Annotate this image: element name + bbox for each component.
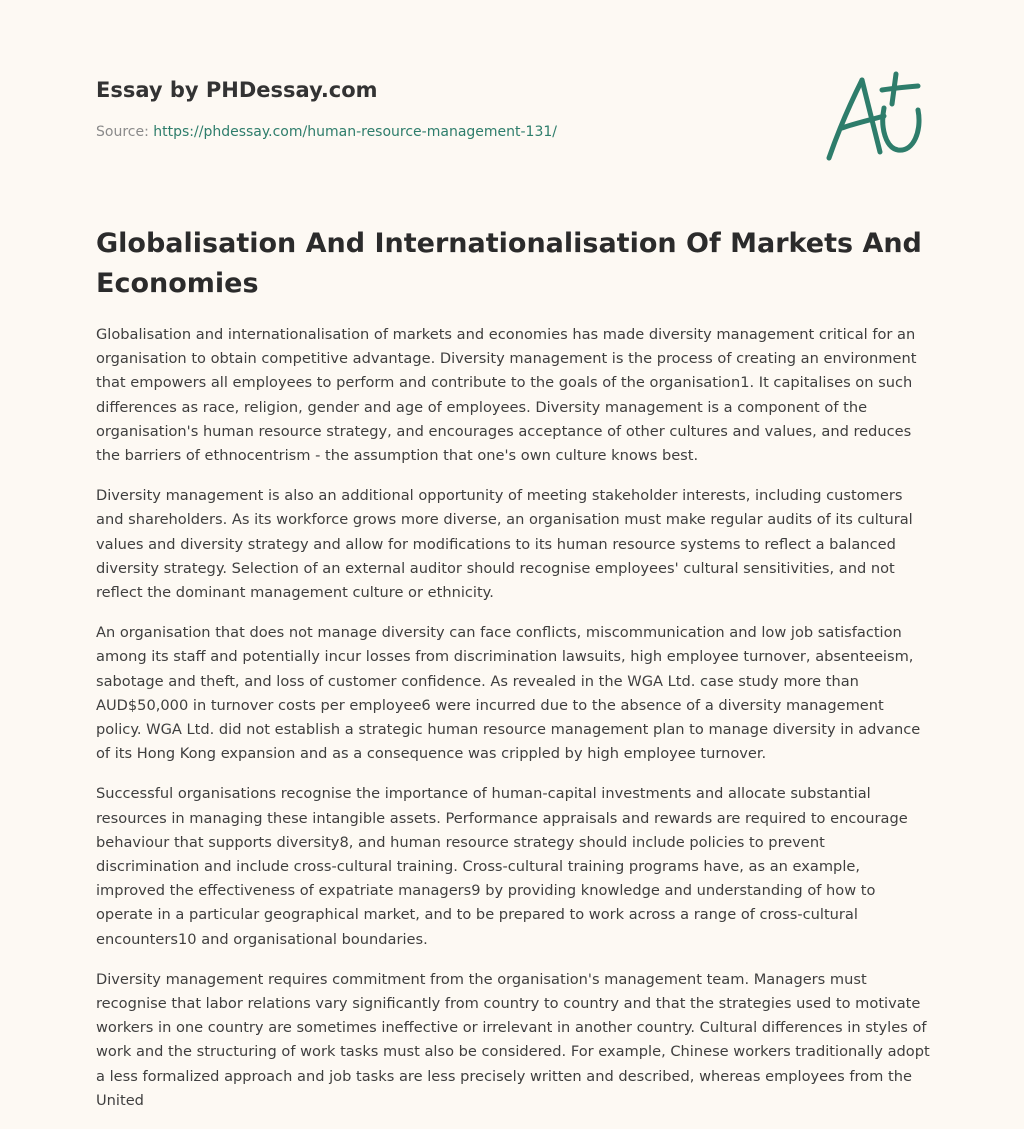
essay-paragraph: Diversity management is also an additional opportunity of meeting stakeholder interests, including customers and shareholders. As its workforce grows more diverse, an organisation must make regular audits of its cultural values and diversity strategy and allow for modifications to its human resource systems to reflect a balanced diversity strategy. Selection of an external auditor should recognise employees' cultural sensitivities, and not reflect the dominant management culture or ethnicity.	[96, 487, 913, 602]
essay-paragraph: Successful organisations recognise the importance of human-capital investments and allocate substantial resources in managing these intangible assets. Performance appraisals and rewards are required to encourage behaviour that supports diversity8, and human resource strategy should include policies to prevent discrimination and include cross-cultural training. Cross-cultural training programs have, as an example, improved the effectiveness of expatriate managers9 by providing knowledge and understanding of how to operate in a particular geographical market, and to be prepared to work across a range of cross-cultural encounters10 and organisational boundaries.	[96, 785, 908, 948]
source-label: Source:	[96, 124, 154, 140]
essay-title: Globalisation And Internationalisation Of Markets And Economies	[96, 228, 922, 299]
page-header	[96, 76, 796, 142]
essay-paragraph: Diversity management requires commitment from the organisation's management team. Managers must recognise that labor relations vary significantly from country to country and that the strategies used to motivate workers in one country are sometimes ineffective or irrelevant in another country. Cultural differences in styles of work and the structuring of work tasks must also be considered. For example, Chinese workers traditionally adopt a less formalized approach and job tasks are less precisely written and described, whereas employees from the United	[96, 970, 930, 1109]
source-line	[96, 122, 796, 142]
a-plus-logo-icon	[822, 68, 928, 164]
brand-title: Essay by PHDessay.com	[96, 78, 378, 102]
source-link[interactable]: https://phdessay.com/human-resource-management-131/	[153, 124, 557, 140]
essay-body	[96, 323, 932, 1129]
essay-paragraph: An organisation that does not manage diversity can face conflicts, miscommunication and low job satisfaction among its staff and potentially incur losses from discrimination lawsuits, high employee turnover, absenteeism, sabotage and theft, and loss of customer confidence. As revealed in the WGA Ltd. case study more than AUD$50,000 in turnover costs per employee6 were incurred due to the absence of a diversity management policy. WGA Ltd. did not establish a strategic human resource management plan to manage diversity in advance of its Hong Kong expansion and as a consequence was crippled by high employee turnover.	[96, 624, 921, 763]
essay-paragraph: Globalisation and internationalisation of markets and economies has made diversity management critical for an organisation to obtain competitive advantage. Diversity management is the process of creating an environment that empowers all employees to perform and contribute to the goals of the organisation1. It capitalises on such differences as race, religion, gender and age of employees. Diversity management is a component of the organisation's human resource strategy, and encourages acceptance of other cultures and values, and reduces the barriers of ethnocentrism - the assumption that one's own culture knows best.	[96, 326, 917, 465]
